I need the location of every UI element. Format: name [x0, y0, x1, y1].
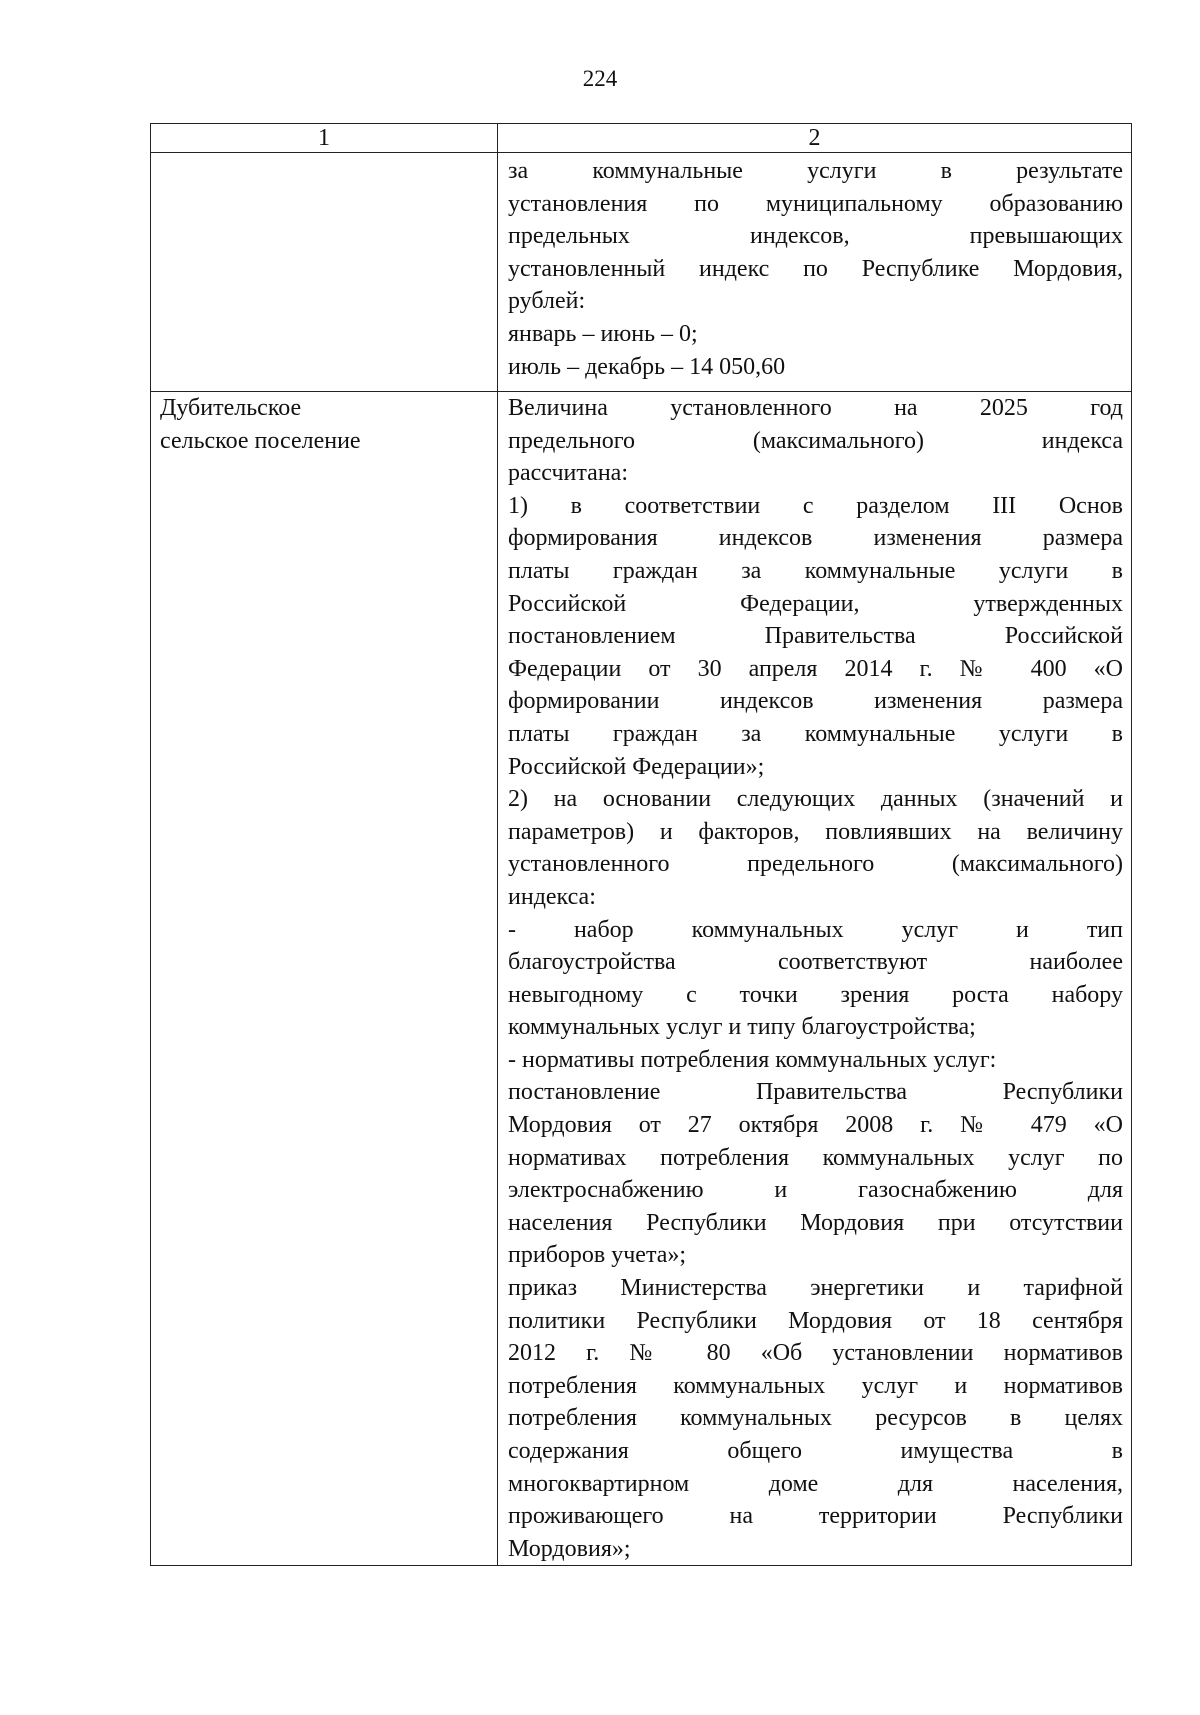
text-line: платы граждан за коммунальные услуги в: [508, 720, 1123, 747]
text-line: постановление Правительства Республики: [508, 1079, 1123, 1106]
text-line: 2012 г. № 80 «Об установлении нормативов: [508, 1340, 1123, 1367]
header-col-2: 2: [498, 124, 1132, 153]
text-line: Мордовия»;: [508, 1535, 631, 1562]
text-line: - набор коммунальных услуг и тип: [508, 916, 1123, 943]
text-line: электроснабжению и газоснабжению для: [508, 1177, 1123, 1204]
text-line: Мордовия от 27 октября 2008 г. № 479 «О: [508, 1112, 1123, 1139]
text-line: благоустройства соответствуют наиболее: [508, 949, 1123, 976]
text-line: 1) в соответствии с разделом III Основ: [508, 492, 1123, 519]
table-row-dubitelskoe: [151, 392, 1132, 1566]
text-line: Российской Федерации, утвержденных: [508, 590, 1123, 617]
text-line: Федерации от 30 апреля 2014 г. № 400 «О: [508, 655, 1123, 682]
text-line: параметров) и факторов, повлиявших на величину: [508, 818, 1123, 845]
text-line: предельных индексов, превышающих: [508, 223, 1123, 250]
continuation-col-2: [498, 153, 1132, 392]
index-calculation-cell: [498, 392, 1132, 1566]
table-header-row: [151, 124, 1132, 153]
text-line: установленный индекс по Республике Мордовия,: [508, 255, 1123, 282]
text-line: постановлением Правительства Российской: [508, 623, 1123, 650]
text-line: потребления коммунальных ресурсов в целях: [508, 1405, 1123, 1432]
text-line: за коммунальные услуги в результате: [508, 158, 1123, 184]
text-line: Дубительское: [160, 395, 302, 421]
header-col-1: 1: [151, 124, 498, 153]
text-line: содержания общего имущества в: [508, 1438, 1123, 1464]
text-line: предельного (максимального) индекса: [508, 427, 1123, 454]
text-line: Величина установленного на 2025 год: [508, 395, 1123, 421]
table-row-continuation: [151, 153, 1132, 392]
text-line: многоквартирном доме для населения,: [508, 1470, 1123, 1497]
text-line: потребления коммунальных услуг и нормативов: [508, 1372, 1123, 1399]
text-line: сельское поселение: [160, 427, 361, 454]
continuation-col-1: [151, 153, 498, 392]
text-line: июль – декабрь – 14 050,60: [508, 353, 786, 380]
text-line: коммунальных услуг и типу благоустройства;: [508, 1014, 976, 1041]
text-line: формировании индексов изменения размера: [508, 688, 1123, 715]
text-line: 2) на основании следующих данных (значений и: [508, 786, 1123, 813]
text-line: январь – июнь – 0;: [508, 320, 698, 347]
text-line: платы граждан за коммунальные услуги в: [508, 557, 1123, 584]
text-line: - нормативы потребления коммунальных услуг:: [508, 1046, 997, 1073]
text-line: населения Республики Мордовия при отсутствии: [508, 1209, 1123, 1236]
settlement-name-cell: [151, 392, 498, 1566]
text-line: индекса:: [508, 883, 596, 910]
text-line: рублей:: [508, 288, 586, 315]
text-line: формирования индексов изменения размера: [508, 525, 1123, 552]
text-line: установления по муниципальному образованию: [508, 190, 1123, 217]
text-line: проживающего на территории Республики: [508, 1503, 1123, 1530]
text-line: невыгодному с точки зрения роста набору: [508, 981, 1123, 1008]
text-line: установленного предельного (максимального): [508, 851, 1123, 878]
text-line: приборов учета»;: [508, 1242, 687, 1269]
text-line: Российской Федерации»;: [508, 753, 765, 780]
document-table: [150, 123, 1132, 1566]
text-line: политики Республики Мордовия от 18 сентября: [508, 1307, 1123, 1334]
text-line: рассчитана:: [508, 460, 628, 487]
text-line: приказ Министерства энергетики и тарифной: [508, 1275, 1123, 1302]
page-number: 224: [582, 66, 618, 91]
text-line: нормативах потребления коммунальных услуг по: [508, 1144, 1123, 1171]
